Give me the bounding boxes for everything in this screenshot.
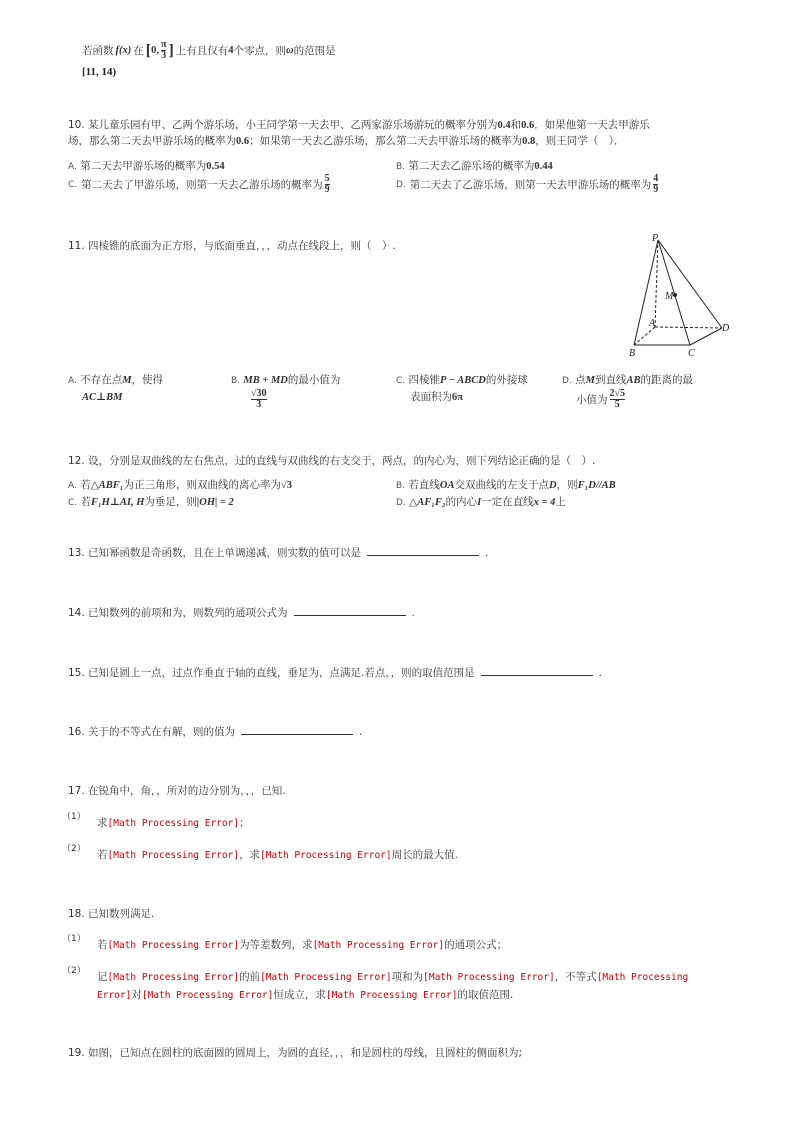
q16-answer-blank[interactable]	[241, 724, 353, 735]
q17-part2-number: （2）	[62, 844, 86, 854]
q13: 13. 已知幂函数是奇函数，且在上单调递减，则实数的值可以是 .	[68, 547, 489, 559]
q18-stem: 18. 已知数列满足.	[68, 908, 155, 920]
point-m	[673, 293, 677, 297]
q11-pyramid-figure	[622, 232, 732, 360]
q18-part2-number: （2）	[62, 966, 86, 976]
q14: 14. 已知数列的前项和为，则数列的通项公式为 .	[68, 607, 415, 619]
q10-option-b: B. 第二天去乙游乐场的概率为0.44	[396, 160, 553, 172]
pi-over-3: $\frac{\pi}{3}$	[160, 39, 167, 61]
function-f: f(x)	[115, 45, 132, 56]
q11-option-c: C. 四棱锥P − ABCD的外接球 表面积为6π	[396, 374, 528, 403]
q10-option-a: A. 第二天去甲游乐场的概率为0.54	[68, 160, 225, 172]
edge-pd	[658, 240, 722, 328]
q12-option-b: B. 若直线OA交双曲线的左支于点D，则F₁D//AB	[396, 479, 616, 491]
q18-part2-line1: 记[Math Processing Error]的前[Math Processing Error]项和为[Math Processing Error]，不等式[Math Processing	[97, 971, 689, 983]
q10-option-d: D. 第二天去了乙游乐场，则第一天去甲游乐场的概率为 $\frac{4}{9}$	[396, 173, 659, 195]
q10-option-c: C. 第二天去了甲游乐场，则第一天去乙游乐场的概率为 $\frac{5}{9}$	[68, 173, 330, 195]
q17-part2: 若[Math Processing Error]，求[Math Processing Error]周长的最大值.	[97, 849, 458, 861]
edge-pc	[658, 240, 690, 345]
q18-part1: 若[Math Processing Error]为等差数列，求[Math Processing Error]的通项公式；	[97, 939, 508, 951]
q17-stem: 17. 在锐角中，角，，所对的边分别为，，，已知.	[68, 785, 286, 797]
edge-pb	[634, 240, 658, 345]
label-c: C	[688, 348, 695, 359]
q15-answer-blank[interactable]	[481, 665, 593, 676]
q17-part1: 求[Math Processing Error]；	[97, 817, 250, 829]
q19-stem: 19. 如图，已知点在圆柱的底面圆的圆周上，为圆的直径，，，和是圆柱的母线，且圆柱的侧面积为;	[68, 1047, 523, 1059]
q18-part2-line2: Error]对[Math Processing Error]恒成立，求[Math Processing Error]的取值范围.	[97, 989, 514, 1001]
q11-option-a: A. 不存在点M，使得 AC⊥BM	[68, 374, 164, 403]
q10-stem-line1: 10. 某儿童乐园有甲、乙两个游乐场，小王同学第一天去甲、乙两家游乐场游玩的概率分别为0.4和0.6．如果他第一天去甲游乐	[68, 119, 650, 131]
label-p: P	[652, 233, 659, 244]
label-a: A	[649, 318, 656, 329]
q11-option-b: B. MB + MD的最小值为 $\frac{√30}{3}$	[231, 374, 341, 410]
q9-answer: [11, 14)	[82, 66, 117, 78]
q18-part1-number: （1）	[62, 934, 86, 944]
q12-option-c: C. 若F₁H⊥AI, H为垂足，则|OH| = 2	[68, 496, 234, 508]
q12-stem: 12. 设，分别是双曲线的左右焦点，过的直线与双曲线的右支交于，两点，的内心为，则下列结论正确的是（ ）.	[68, 455, 596, 467]
edge-cd	[690, 328, 722, 345]
q13-answer-blank[interactable]	[367, 545, 479, 556]
label-m: M	[665, 291, 674, 302]
q15: 15. 已知是圆上一点，过点作垂直于轴的直线，垂足为，点满足.若点，，则的取值范围是 .	[68, 667, 602, 679]
q11-option-d: D. 点M到直线AB的距离的最 小值为 $\frac{2√5}{5}$	[562, 374, 693, 410]
label-b: B	[629, 348, 636, 359]
q16: 16. 关于的不等式在有解，则的值为 .	[68, 726, 363, 738]
q11-stem: 11. 四棱锥的底面为正方形，与底面垂直，，，动点在线段上，则（ ）.	[68, 240, 396, 252]
label-d: D	[722, 323, 730, 334]
q12-option-d: D. △AF₁F₂的内心I一定在直线x = 4上	[396, 496, 566, 508]
q14-answer-blank[interactable]	[294, 605, 406, 616]
q17-part1-number: （1）	[62, 812, 86, 822]
q12-option-a: A. 若△ABF₁为正三角形，则双曲线的离心率为√3	[68, 479, 292, 491]
q9-continuation: 若函数 f(x) 在 [ 0, $\frac{\pi}{3}$ ] 上有且仅有 4 个零点，则 ω 的范围是	[82, 39, 336, 61]
q10-stem-line2: 场，那么第二天去甲游乐场的概率为0.6；如果第一天去乙游乐场，那么第二天去甲游乐场的概率为0.8，则王同学（ ）．	[68, 135, 625, 147]
edge-ad	[655, 327, 722, 328]
